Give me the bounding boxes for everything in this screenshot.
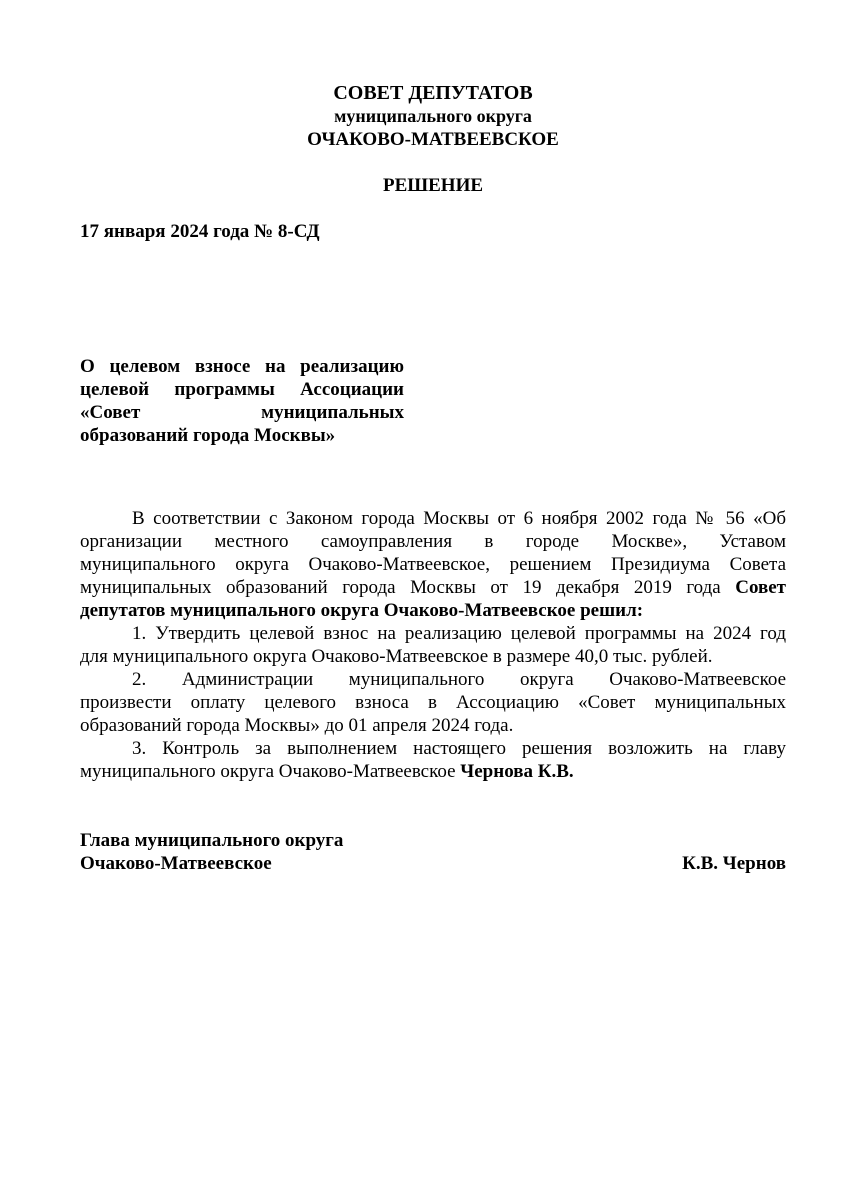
- subject-line: «Совет муниципальных: [80, 402, 404, 423]
- signatory-name: К.В. Чернов: [682, 853, 786, 874]
- item-1-line: 1. Утвердить целевой взнос на реализацию целевой программы на 2024 год: [132, 623, 786, 644]
- preamble-text: муниципальных образований города Москвы от 19 декабря 2019 года: [80, 577, 721, 598]
- signatory-position: Глава муниципального округа: [80, 830, 344, 851]
- subject-line: образований города Москвы»: [80, 425, 336, 446]
- signatory-district: Очаково-Матвеевское: [80, 853, 272, 874]
- signature-block: [80, 829, 786, 875]
- responsible-person: Чернова К.В.: [460, 761, 574, 782]
- item-2-line: произвести оплату целевого взноса в Ассоциацию «Совет муниципальных: [80, 692, 786, 713]
- preamble-line: организации местного самоуправления в городе Москве», Уставом: [80, 531, 786, 552]
- preamble-line: В соответствии с Законом города Москвы от 6 ноября 2002 года № 56 «Об: [132, 508, 786, 529]
- preamble-line: муниципального округа Очаково-Матвеевское, решением Президиума Совета: [80, 554, 786, 575]
- item-3-line: 3. Контроль за выполнением настоящего решения возложить на главу: [132, 738, 786, 759]
- item-1-line: для муниципального округа Очаково-Матвеевское в размере 40,0 тыс. рублей.: [80, 646, 713, 667]
- district-name: ОЧАКОВО-МАТВЕЕВСКОЕ: [307, 129, 559, 150]
- preamble-bold-tail: Совет: [735, 577, 787, 598]
- decision-body: [80, 507, 786, 783]
- item-2-line: 2. Администрации муниципального округа Очаково-Матвеевское: [132, 669, 786, 690]
- preamble-line: [80, 576, 786, 599]
- document-header: [80, 82, 786, 151]
- subject-line: О целевом взносе на реализацию: [80, 356, 404, 377]
- item-3-line: [80, 760, 786, 783]
- council-subtitle: муниципального округа: [334, 106, 532, 126]
- item-2-line: образований города Москвы» до 01 апреля 2024 года.: [80, 715, 514, 736]
- item-3-text: муниципального округа Очаково-Матвеевское: [80, 761, 456, 782]
- resolution-statement: депутатов муниципального округа Очаково-Матвеевское решил:: [80, 600, 644, 621]
- subject-line: целевой программы Ассоциации: [80, 379, 404, 400]
- decision-title: РЕШЕНИЕ: [382, 175, 484, 196]
- decision-date-number: 17 января 2024 года № 8-СД: [80, 221, 320, 242]
- decision-subject: [80, 355, 404, 447]
- council-title: СОВЕТ ДЕПУТАТОВ: [333, 82, 533, 104]
